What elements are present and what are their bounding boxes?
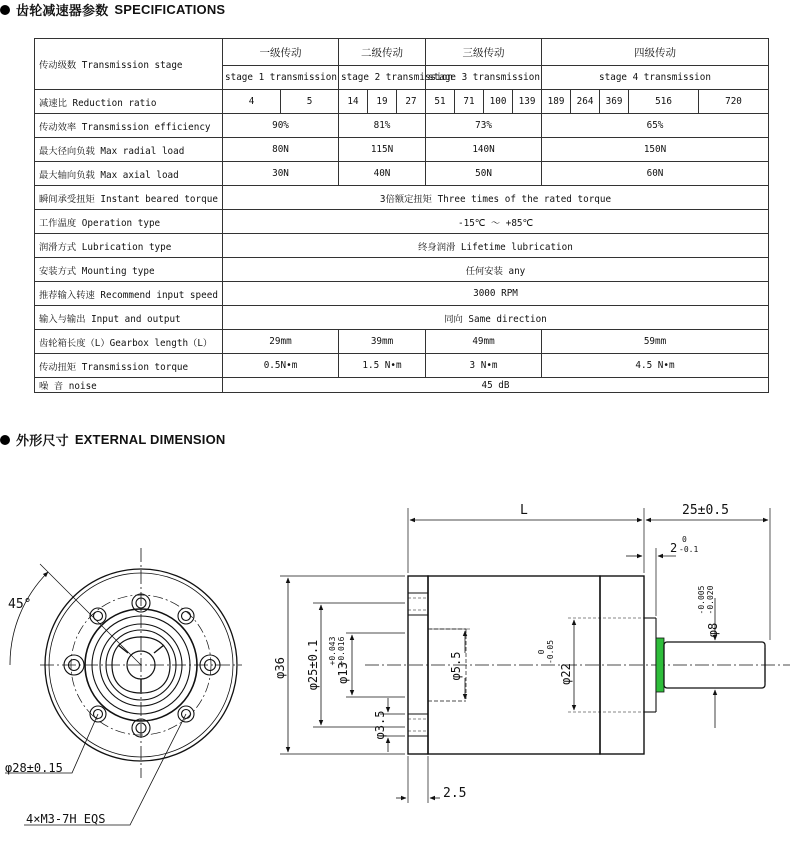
- angle-label: 45°: [8, 597, 32, 612]
- shaft-length-label: 25±0.5: [682, 503, 729, 518]
- noise-value: 45 dB: [223, 378, 769, 393]
- input-speed-value: 3000 RPM: [223, 282, 769, 306]
- ratio-cell: 27: [397, 90, 426, 114]
- external-dimension-drawing: [0, 448, 790, 856]
- reduction-ratio-label: 减速比 Reduction ratio: [35, 90, 223, 114]
- transmission-torque-stage-4: 4.5 N•m: [542, 354, 769, 378]
- mounting-value: 任何安装 any: [223, 258, 769, 282]
- body-dia-label: φ36: [273, 657, 287, 679]
- inner-tol-upper: +0.043: [328, 636, 337, 666]
- stage-3-cn: 三级传动: [426, 39, 542, 66]
- input-speed-label: 推荐输入转速 Recommend input speed: [35, 282, 223, 306]
- radial-load-stage-1: 80N: [223, 138, 339, 162]
- transmission-torque-stage-1: 0.5N•m: [223, 354, 339, 378]
- radial-load-stage-3: 140N: [426, 138, 542, 162]
- ratio-cell: 100: [484, 90, 513, 114]
- gearbox-length-label: 齿轮箱长度（L）Gearbox length（L）: [35, 330, 223, 354]
- boss-tol-upper: 0: [537, 649, 546, 655]
- efficiency-stage-4: 65%: [542, 114, 769, 138]
- input-output-value: 同向 Same direction: [223, 306, 769, 330]
- axial-load-stage-1: 30N: [223, 162, 339, 186]
- ratio-cell: 71: [455, 90, 484, 114]
- stage-3-en: stage 3 transmission: [426, 66, 542, 90]
- external-dimension-title-en: EXTERNAL DIMENSION: [74, 432, 226, 447]
- specifications-heading: [0, 0, 225, 19]
- efficiency-stage-2: 81%: [339, 114, 426, 138]
- side-view: [280, 508, 790, 803]
- pin-dia-label: φ5.5: [449, 651, 463, 681]
- stage-header-cell: 传动级数 Transmission stage: [35, 39, 223, 90]
- shoulder-tol-upper: 0: [682, 535, 687, 544]
- shoulder-tol-lower: -0.1: [679, 545, 699, 554]
- ratio-cell: 5: [281, 90, 339, 114]
- specifications-title-cn: 齿轮减速器参数: [16, 3, 109, 18]
- external-dimension-heading: [0, 430, 226, 449]
- radial-load-label: 最大径向负载 Max radial load: [35, 138, 223, 162]
- ratio-cell: 516: [629, 90, 699, 114]
- instant-torque-label: 瞬间承受扭矩 Instant beared torque: [35, 186, 223, 210]
- inner-dia-label: φ13: [336, 662, 350, 684]
- efficiency-stage-1: 90%: [223, 114, 339, 138]
- ratio-cell: 19: [368, 90, 397, 114]
- shaft-dia-label: φ8: [706, 622, 720, 638]
- axial-load-stage-4: 60N: [542, 162, 769, 186]
- ratio-cell: 51: [426, 90, 455, 114]
- transmission-torque-stage-3: 3 N•m: [426, 354, 542, 378]
- shoulder-label: 2: [670, 541, 678, 555]
- length-label: L: [520, 503, 528, 518]
- input-output-label: 输入与输出 Input and output: [35, 306, 223, 330]
- bullet-icon: [0, 5, 10, 15]
- front-view: [5, 548, 242, 825]
- gearbox-length-stage-3: 49mm: [426, 330, 542, 354]
- stage-2-en: stage 2 transmission: [339, 66, 426, 90]
- radial-load-stage-2: 115N: [339, 138, 426, 162]
- mounting-label: 安装方式 Mounting type: [35, 258, 223, 282]
- bullet-icon: [0, 435, 10, 445]
- hole-dia-label: φ3.5: [373, 710, 387, 740]
- ratio-cell: 369: [600, 90, 629, 114]
- ratio-cell: 4: [223, 90, 281, 114]
- gearbox-length-stage-2: 39mm: [339, 330, 426, 354]
- stage-1-en: stage 1 transmission: [223, 66, 339, 90]
- stage-1-cn: 一级传动: [223, 39, 339, 66]
- gearbox-length-stage-4: 59mm: [542, 330, 769, 354]
- gearbox-length-stage-1: 29mm: [223, 330, 339, 354]
- lubrication-label: 润滑方式 Lubrication type: [35, 234, 223, 258]
- operation-temp-label: 工作温度 Operation type: [35, 210, 223, 234]
- stage-2-cn: 二级传动: [339, 39, 426, 66]
- boss-tol-lower: -0.05: [546, 639, 555, 665]
- axial-load-stage-2: 40N: [339, 162, 426, 186]
- holes-label: 4×M3-7H EQS: [26, 812, 106, 826]
- efficiency-stage-3: 73%: [426, 114, 542, 138]
- stage-4-en: stage 4 transmission: [542, 66, 769, 90]
- specifications-table: [34, 38, 769, 393]
- pilot-dia-label: φ25±0.1: [306, 639, 320, 691]
- efficiency-label: 传动效率 Transmission efficiency: [35, 114, 223, 138]
- boss-dia-label: φ22: [559, 663, 573, 685]
- bolt-circle-label: φ28±0.15: [5, 761, 63, 775]
- external-dimension-title-cn: 外形尺寸: [16, 433, 69, 448]
- radial-load-stage-4: 150N: [542, 138, 769, 162]
- specifications-title-en: SPECIFICATIONS: [114, 2, 226, 17]
- axial-load-stage-3: 50N: [426, 162, 542, 186]
- shaft-tol-lower: -0.020: [706, 585, 715, 615]
- noise-label: 噪 音 noise: [35, 378, 223, 393]
- stage-4-cn: 四级传动: [542, 39, 769, 66]
- ratio-cell: 189: [542, 90, 571, 114]
- ratio-cell: 720: [699, 90, 769, 114]
- inner-tol-lower: +0.016: [337, 636, 346, 666]
- operation-temp-value: -15℃ ～ +85℃: [223, 210, 769, 234]
- transmission-torque-stage-2: 1.5 N•m: [339, 354, 426, 378]
- shaft-tol-upper: -0.005: [697, 585, 706, 615]
- flange-thk-label: 2.5: [443, 786, 467, 801]
- instant-torque-value: 3倍额定扭矩 Three times of the rated torque: [223, 186, 769, 210]
- ratio-cell: 139: [513, 90, 542, 114]
- ratio-cell: 264: [571, 90, 600, 114]
- lubrication-value: 终身润滑 Lifetime lubrication: [223, 234, 769, 258]
- axial-load-label: 最大轴向负载 Max axial load: [35, 162, 223, 186]
- transmission-torque-label: 传动扭矩 Transmission torque: [35, 354, 223, 378]
- ratio-cell: 14: [339, 90, 368, 114]
- mounting-hole: [178, 608, 194, 624]
